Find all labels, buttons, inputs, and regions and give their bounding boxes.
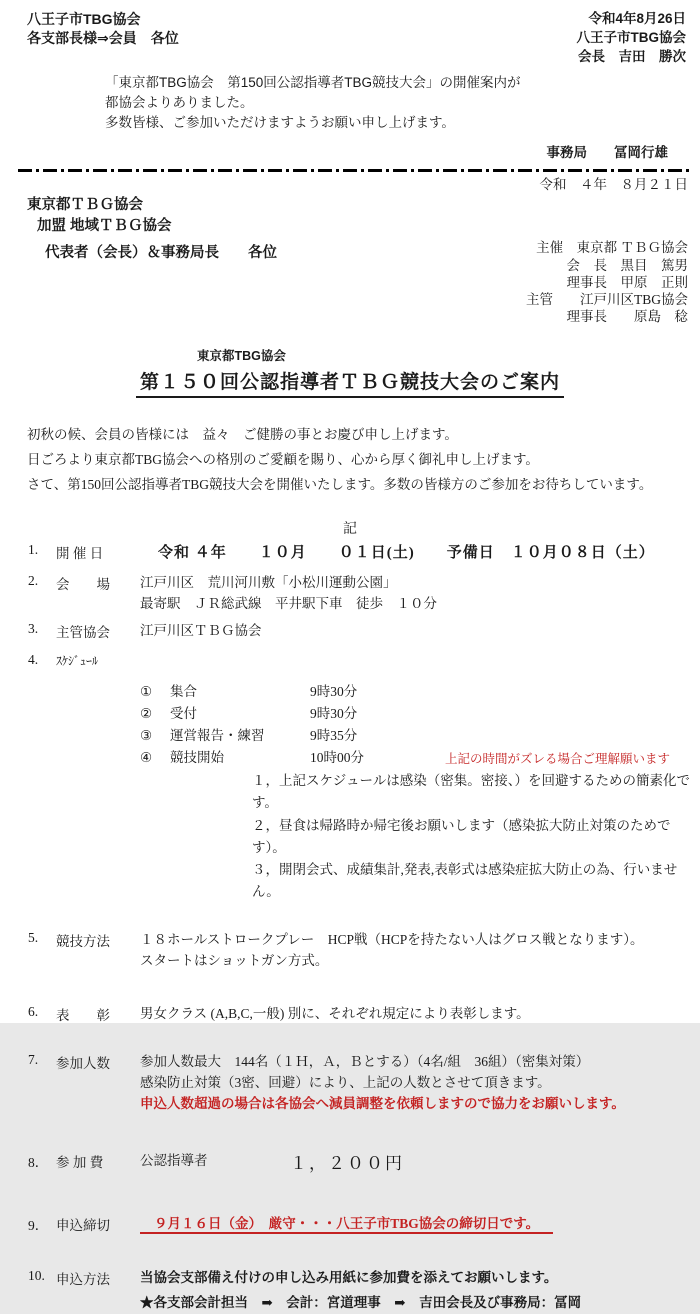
section-label: 参 加 費 bbox=[56, 1155, 104, 1171]
section-number: 7. bbox=[28, 1052, 39, 1068]
schedule-step-name: 集合 bbox=[170, 683, 197, 699]
title-subtitle: 東京都TBG協会 bbox=[197, 348, 286, 363]
issuer-president: 会長 吉田 勝次 bbox=[578, 48, 686, 64]
schedule-row bbox=[140, 703, 700, 725]
issue-date: 令和4年8月26日 bbox=[588, 11, 686, 26]
schedule-row bbox=[140, 747, 700, 770]
notice-line: 多数皆様、ご参加いただけますようお願い申し上げます。 bbox=[105, 115, 455, 131]
document-title-text: 第１５０回公認指導者ＴＢＧ競技大会のご案内 bbox=[136, 367, 564, 398]
official-line: 主催 東京都 ＴＢＧ協会 bbox=[536, 240, 688, 256]
schedule-step-time: 9時30分 bbox=[310, 683, 358, 699]
ki-marker: 記 bbox=[343, 521, 357, 537]
greeting-paragraph bbox=[27, 423, 700, 498]
official-line: 会 長 黒目 篤男 bbox=[566, 257, 688, 273]
schedule-row bbox=[140, 725, 700, 747]
section-application-method bbox=[28, 1268, 700, 1314]
format-line: スタートはショットガン方式。 bbox=[140, 952, 329, 968]
section-label: 申込締切 bbox=[56, 1217, 110, 1233]
sender-org: 八王子市TBG協会 bbox=[27, 11, 141, 27]
greeting-line: さて、第150回公認指導者TBG競技大会を開催いたします。多数の皆様方のご参加をお待ちしています。 bbox=[27, 476, 653, 492]
section-deadline bbox=[28, 1214, 700, 1235]
letter2-addressee: 代表者（会長）＆事務局長 各位 bbox=[45, 245, 277, 262]
section-venue bbox=[28, 573, 700, 615]
schedule-note: ３，開閉会式、成績集計,発表,表彰式は感染症拡大防止の為、行いません。 bbox=[252, 862, 678, 900]
document-title bbox=[0, 367, 700, 398]
issuer-org: 八王子市TBG協会 bbox=[576, 29, 686, 45]
notice-line: 「東京都TBG協会 第150回公認指導者TBG競技大会」の開催案内が bbox=[105, 74, 521, 90]
letter2-header bbox=[0, 193, 700, 325]
application-line: 当協会支部備え付けの申し込み用紙に参加費を添えてお願いします。 bbox=[140, 1270, 558, 1286]
deadline-warning: ９月１６日（金） 厳守・・・八王子市TBG協会の締切日です。 bbox=[140, 1216, 553, 1234]
schedule-row bbox=[140, 681, 700, 703]
application-flow-line: ★各支部会計担当 ➡ 会計：宮道理事 ➡ 吉田会長及び事務局：冨岡 bbox=[140, 1295, 582, 1311]
secretariat-line: 事務局 冨岡行雄 bbox=[546, 145, 668, 161]
dash-dot-divider bbox=[18, 169, 690, 172]
section-number: 2. bbox=[28, 572, 39, 588]
greeting-line: 初秋の候、会員の皆様には 益々 ご健勝の事とお慶び申し上げます。 bbox=[27, 426, 458, 442]
section-fee bbox=[28, 1151, 700, 1177]
schedule-step-time: 9時35分 bbox=[310, 728, 358, 744]
section-number: 9． bbox=[28, 1217, 49, 1233]
letter2-member-orgs: 加盟 地域ＴＢＧ協会 bbox=[37, 218, 172, 235]
title-block bbox=[0, 346, 700, 398]
section-number: 3. bbox=[28, 620, 39, 636]
section-label: 表 彰 bbox=[56, 1007, 110, 1023]
section-number: 5. bbox=[28, 929, 39, 945]
schedule-step-number: ② bbox=[140, 705, 153, 721]
official-line: 理事長 甲原 正則 bbox=[566, 274, 688, 290]
venue-access-line: 最寄駅 ＪＲ総武線 平井駅下車 徒歩 １０分 bbox=[140, 595, 437, 611]
schedule-step-name: 競技開始 bbox=[170, 750, 224, 766]
schedule-step-name: 運営報告・練習 bbox=[170, 728, 265, 744]
section-number: 8． bbox=[28, 1155, 49, 1171]
schedule-time-warning: 上記の時間がズレる場合ご理解願います bbox=[445, 752, 671, 767]
schedule-step-number: ④ bbox=[140, 750, 153, 766]
format-line: １８ホールストロークプレー HCP戦（HCPを持たない人はグロス戦となります）。 bbox=[140, 931, 644, 947]
official-line: 主管 江戸川区TBG協会 bbox=[526, 292, 688, 308]
addressee: 各支部長様⇒会員 各位 bbox=[27, 29, 179, 46]
awards-value: 男女クラス (A,B,C,一般) 別に、それぞれ規定により表彰します。 bbox=[140, 1005, 530, 1021]
notice-paragraph bbox=[105, 73, 700, 134]
schedule-step-time: 9時30分 bbox=[310, 705, 358, 721]
schedule-note: ２，昼食は帰路時か帰宅後お願いします（感染拡大防止対策のためです）。 bbox=[252, 817, 671, 855]
participants-line: 感染防止対策（3密、回避）により、上記の人数とさせて頂きます。 bbox=[140, 1075, 551, 1091]
fee-amount: １，２００円 bbox=[290, 1154, 404, 1174]
schedule-step-time: 10時00分 bbox=[310, 750, 364, 766]
schedule-table bbox=[140, 681, 700, 904]
letter2-date: 令和 ４年 ８月２１日 bbox=[539, 177, 688, 193]
sender-block bbox=[27, 10, 179, 67]
notice-line: 都協会よりありました。 bbox=[105, 94, 254, 110]
section-event-date bbox=[28, 542, 700, 565]
host-assoc-value: 江戸川区ＴＢＧ協会 bbox=[140, 622, 262, 638]
section-number: 10. bbox=[28, 1268, 45, 1284]
participants-line: 参加人数最大 144名（１Ｈ，Ａ，Ｂとする）（4名/組 36組）（密集対策） bbox=[140, 1054, 590, 1070]
event-date-value: 令和 ４年 １０月 ０１日(土) 予備日 １０月０８日（土） bbox=[158, 544, 655, 561]
section-label: 主管協会 bbox=[56, 624, 110, 640]
participants-warning: 申込人数超過の場合は各協会へ減員調整を依頼しますので協力をお願いします。 bbox=[140, 1096, 625, 1112]
schedule-notes bbox=[252, 770, 700, 904]
schedule-step-number: ① bbox=[140, 683, 153, 699]
section-number: 4. bbox=[28, 651, 39, 667]
venue-line: 江戸川区 荒川河川敷「小松川運動公園」 bbox=[140, 574, 397, 590]
section-number: 6. bbox=[28, 1003, 39, 1019]
section-host-assoc bbox=[28, 621, 700, 642]
letter2-org: 東京都ＴＢＧ協会 bbox=[27, 197, 143, 214]
section-participants bbox=[28, 1052, 700, 1115]
section-label: 競技方法 bbox=[56, 933, 110, 949]
section-label: 申込方法 bbox=[56, 1272, 110, 1288]
section-label: 会 場 bbox=[56, 576, 110, 592]
officials-block bbox=[526, 195, 688, 325]
section-number: 1. bbox=[28, 541, 39, 557]
schedule-step-number: ③ bbox=[140, 728, 153, 744]
section-label: 開 催 日 bbox=[56, 545, 104, 561]
fee-target: 公認指導者 bbox=[140, 1153, 208, 1169]
section-schedule bbox=[28, 652, 700, 669]
section-label: 参加人数 bbox=[56, 1056, 110, 1072]
section-awards bbox=[28, 1004, 700, 1025]
greeting-line: 日ごろより東京都TBG協会への格別のご愛顧を賜り、心から厚く御礼申し上げます。 bbox=[27, 451, 539, 467]
official-line: 理事長 原島 稔 bbox=[566, 309, 688, 325]
section-competition-format bbox=[28, 930, 700, 972]
issuer-block bbox=[577, 10, 687, 67]
schedule-note: １，上記スケジュールは感染（密集。密接、）を回避するための簡素化です。 bbox=[252, 773, 690, 811]
schedule-step-name: 受付 bbox=[170, 705, 197, 721]
letter-header bbox=[0, 0, 700, 67]
section-label: ｽｹｼﾞｭｰﾙ bbox=[56, 653, 99, 668]
letter2-addressee-block bbox=[27, 195, 277, 325]
section-list bbox=[28, 542, 700, 1314]
